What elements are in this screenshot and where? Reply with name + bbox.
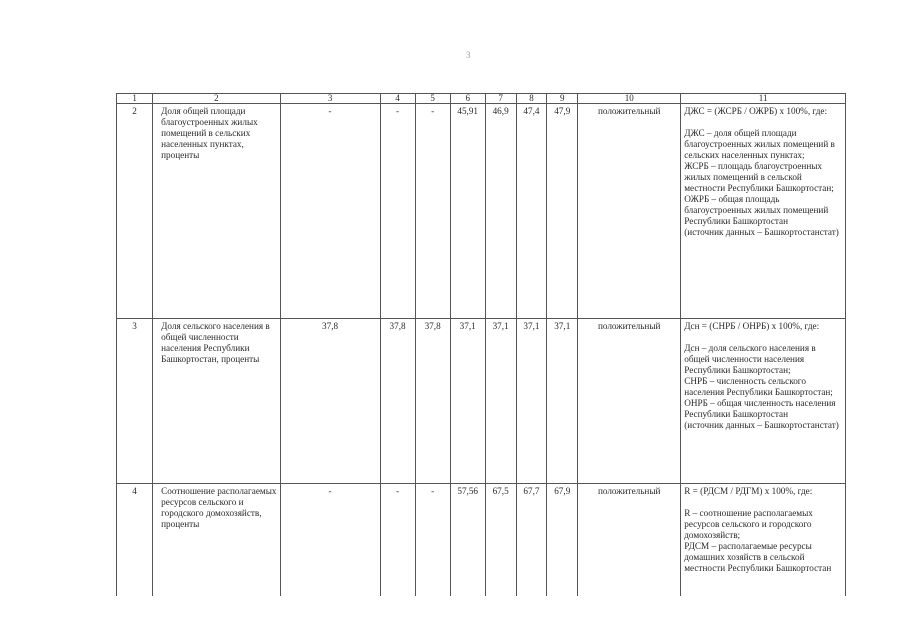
trend-cell: положительный	[578, 104, 681, 319]
source-line: (источник данных – Башкортостанстат)	[684, 420, 839, 430]
value-cell: 47,9	[547, 104, 578, 319]
value-cell: 45,91	[450, 104, 485, 319]
value-cell: -	[280, 104, 380, 319]
value-cell: 67,9	[547, 484, 578, 597]
indicators-table	[116, 93, 846, 596]
header-cell: 10	[578, 94, 681, 104]
value-cell: -	[380, 484, 415, 597]
value-cell: 37,8	[380, 319, 415, 484]
table-row	[117, 104, 846, 319]
methodology-cell	[681, 319, 846, 484]
methodology-cell	[681, 484, 846, 597]
value-cell: 46,9	[485, 104, 516, 319]
row-number: 2	[117, 104, 153, 319]
trend-cell: положительный	[578, 319, 681, 484]
header-cell: 6	[450, 94, 485, 104]
indicator-name: Соотношение располагаемых ресурсов сельского и городского домохозяйств, проценты	[153, 484, 281, 597]
value-cell: -	[415, 484, 450, 597]
definition-line: ЖСРБ – площадь благоустроенных жилых помещений в сельской местности Республики Башкортостан;	[684, 161, 834, 193]
value-cell: 57,56	[450, 484, 485, 597]
table-row	[117, 319, 846, 484]
formula: R = (РДСМ / РДГМ) х 100%, где:	[684, 486, 813, 496]
header-cell: 3	[280, 94, 380, 104]
row-number: 4	[117, 484, 153, 597]
value-cell: 37,1	[547, 319, 578, 484]
definition-line: РДСМ – располагаемые ресурсы домашних хозяйств в сельской местности Республики Башкортостан	[684, 541, 832, 573]
definition-line: R – соотношение располагаемых ресурсов сельского и городского домохозяйств;	[684, 508, 813, 540]
value-cell: 47,4	[516, 104, 547, 319]
indicator-name: Доля сельского населения в общей численности населения Республики Башкортостан, проценты	[153, 319, 281, 484]
row-number: 3	[117, 319, 153, 484]
header-cell: 4	[380, 94, 415, 104]
header-cell: 7	[485, 94, 516, 104]
methodology-cell	[681, 104, 846, 319]
value-cell: 67,5	[485, 484, 516, 597]
definition-line: Дсн – доля сельского населения в общей численности населения Республики Башкортостан;	[684, 343, 816, 375]
header-cell: 5	[415, 94, 450, 104]
table-row	[117, 484, 846, 597]
value-cell: 37,8	[415, 319, 450, 484]
definition-line: СНРБ – численность сельского населения Республики Башкортостан;	[684, 376, 833, 397]
value-cell: 37,8	[280, 319, 380, 484]
value-cell: -	[280, 484, 380, 597]
value-cell: 37,1	[516, 319, 547, 484]
header-cell: 8	[516, 94, 547, 104]
header-row	[117, 94, 846, 104]
formula: Дсн = (СНРБ / ОНРБ) х 100%, где:	[684, 321, 820, 331]
source-line: (источник данных – Башкортостанстат)	[684, 227, 839, 237]
definition-line: ОНРБ – общая численность населения Республики Башкортостан	[684, 398, 836, 419]
value-cell: 67,7	[516, 484, 547, 597]
formula: ДЖС = (ЖСРБ / ОЖРБ) х 100%, где:	[684, 106, 828, 116]
value-cell: -	[415, 104, 450, 319]
header-cell: 11	[681, 94, 846, 104]
definition-line: ОЖРБ – общая площадь благоустроенных жилых помещений Республики Башкортостан	[684, 194, 829, 226]
page-number: 3	[466, 50, 471, 60]
definition-line: ДЖС – доля общей площади благоустроенных жилых помещений в сельских населенных пунктах;	[684, 128, 835, 160]
value-cell: 37,1	[450, 319, 485, 484]
value-cell: 37,1	[485, 319, 516, 484]
indicator-name: Доля общей площади благоустроенных жилых помещений в сельских населенных пунктах, проценты	[153, 104, 281, 319]
value-cell: -	[380, 104, 415, 319]
header-cell: 2	[153, 94, 281, 104]
trend-cell: положительный	[578, 484, 681, 597]
header-cell: 1	[117, 94, 153, 104]
header-cell: 9	[547, 94, 578, 104]
